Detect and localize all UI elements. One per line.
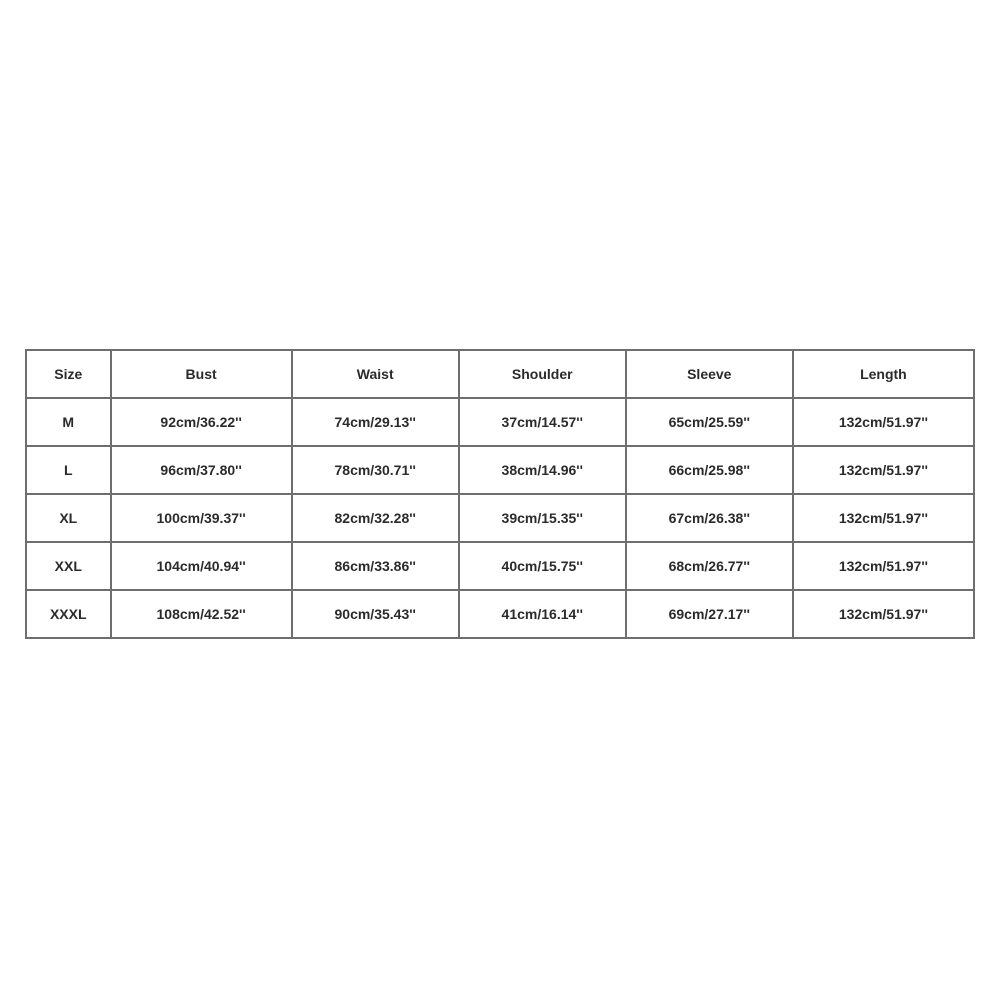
- header-length: Length: [793, 350, 974, 398]
- cell-sleeve: 66cm/25.98'': [626, 446, 793, 494]
- cell-shoulder: 37cm/14.57'': [459, 398, 626, 446]
- cell-size: M: [26, 398, 111, 446]
- cell-length: 132cm/51.97'': [793, 398, 974, 446]
- cell-bust: 108cm/42.52'': [111, 590, 292, 638]
- cell-sleeve: 67cm/26.38'': [626, 494, 793, 542]
- table-header-row: [26, 350, 974, 398]
- header-size: Size: [26, 350, 111, 398]
- cell-bust: 100cm/39.37'': [111, 494, 292, 542]
- header-bust: Bust: [111, 350, 292, 398]
- cell-size: XXXL: [26, 590, 111, 638]
- cell-waist: 82cm/32.28'': [292, 494, 459, 542]
- cell-bust: 92cm/36.22'': [111, 398, 292, 446]
- table-row: [26, 590, 974, 638]
- cell-waist: 74cm/29.13'': [292, 398, 459, 446]
- cell-length: 132cm/51.97'': [793, 590, 974, 638]
- cell-waist: 90cm/35.43'': [292, 590, 459, 638]
- table-row: [26, 494, 974, 542]
- table-row: [26, 398, 974, 446]
- size-chart-table: [25, 349, 975, 639]
- cell-sleeve: 65cm/25.59'': [626, 398, 793, 446]
- cell-size: XXL: [26, 542, 111, 590]
- cell-waist: 86cm/33.86'': [292, 542, 459, 590]
- cell-shoulder: 40cm/15.75'': [459, 542, 626, 590]
- cell-sleeve: 69cm/27.17'': [626, 590, 793, 638]
- table-row: [26, 446, 974, 494]
- cell-shoulder: 38cm/14.96'': [459, 446, 626, 494]
- cell-length: 132cm/51.97'': [793, 446, 974, 494]
- cell-shoulder: 39cm/15.35'': [459, 494, 626, 542]
- cell-sleeve: 68cm/26.77'': [626, 542, 793, 590]
- cell-length: 132cm/51.97'': [793, 494, 974, 542]
- cell-size: L: [26, 446, 111, 494]
- cell-waist: 78cm/30.71'': [292, 446, 459, 494]
- cell-shoulder: 41cm/16.14'': [459, 590, 626, 638]
- cell-length: 132cm/51.97'': [793, 542, 974, 590]
- table-row: [26, 542, 974, 590]
- header-sleeve: Sleeve: [626, 350, 793, 398]
- cell-bust: 96cm/37.80'': [111, 446, 292, 494]
- header-waist: Waist: [292, 350, 459, 398]
- cell-size: XL: [26, 494, 111, 542]
- header-shoulder: Shoulder: [459, 350, 626, 398]
- cell-bust: 104cm/40.94'': [111, 542, 292, 590]
